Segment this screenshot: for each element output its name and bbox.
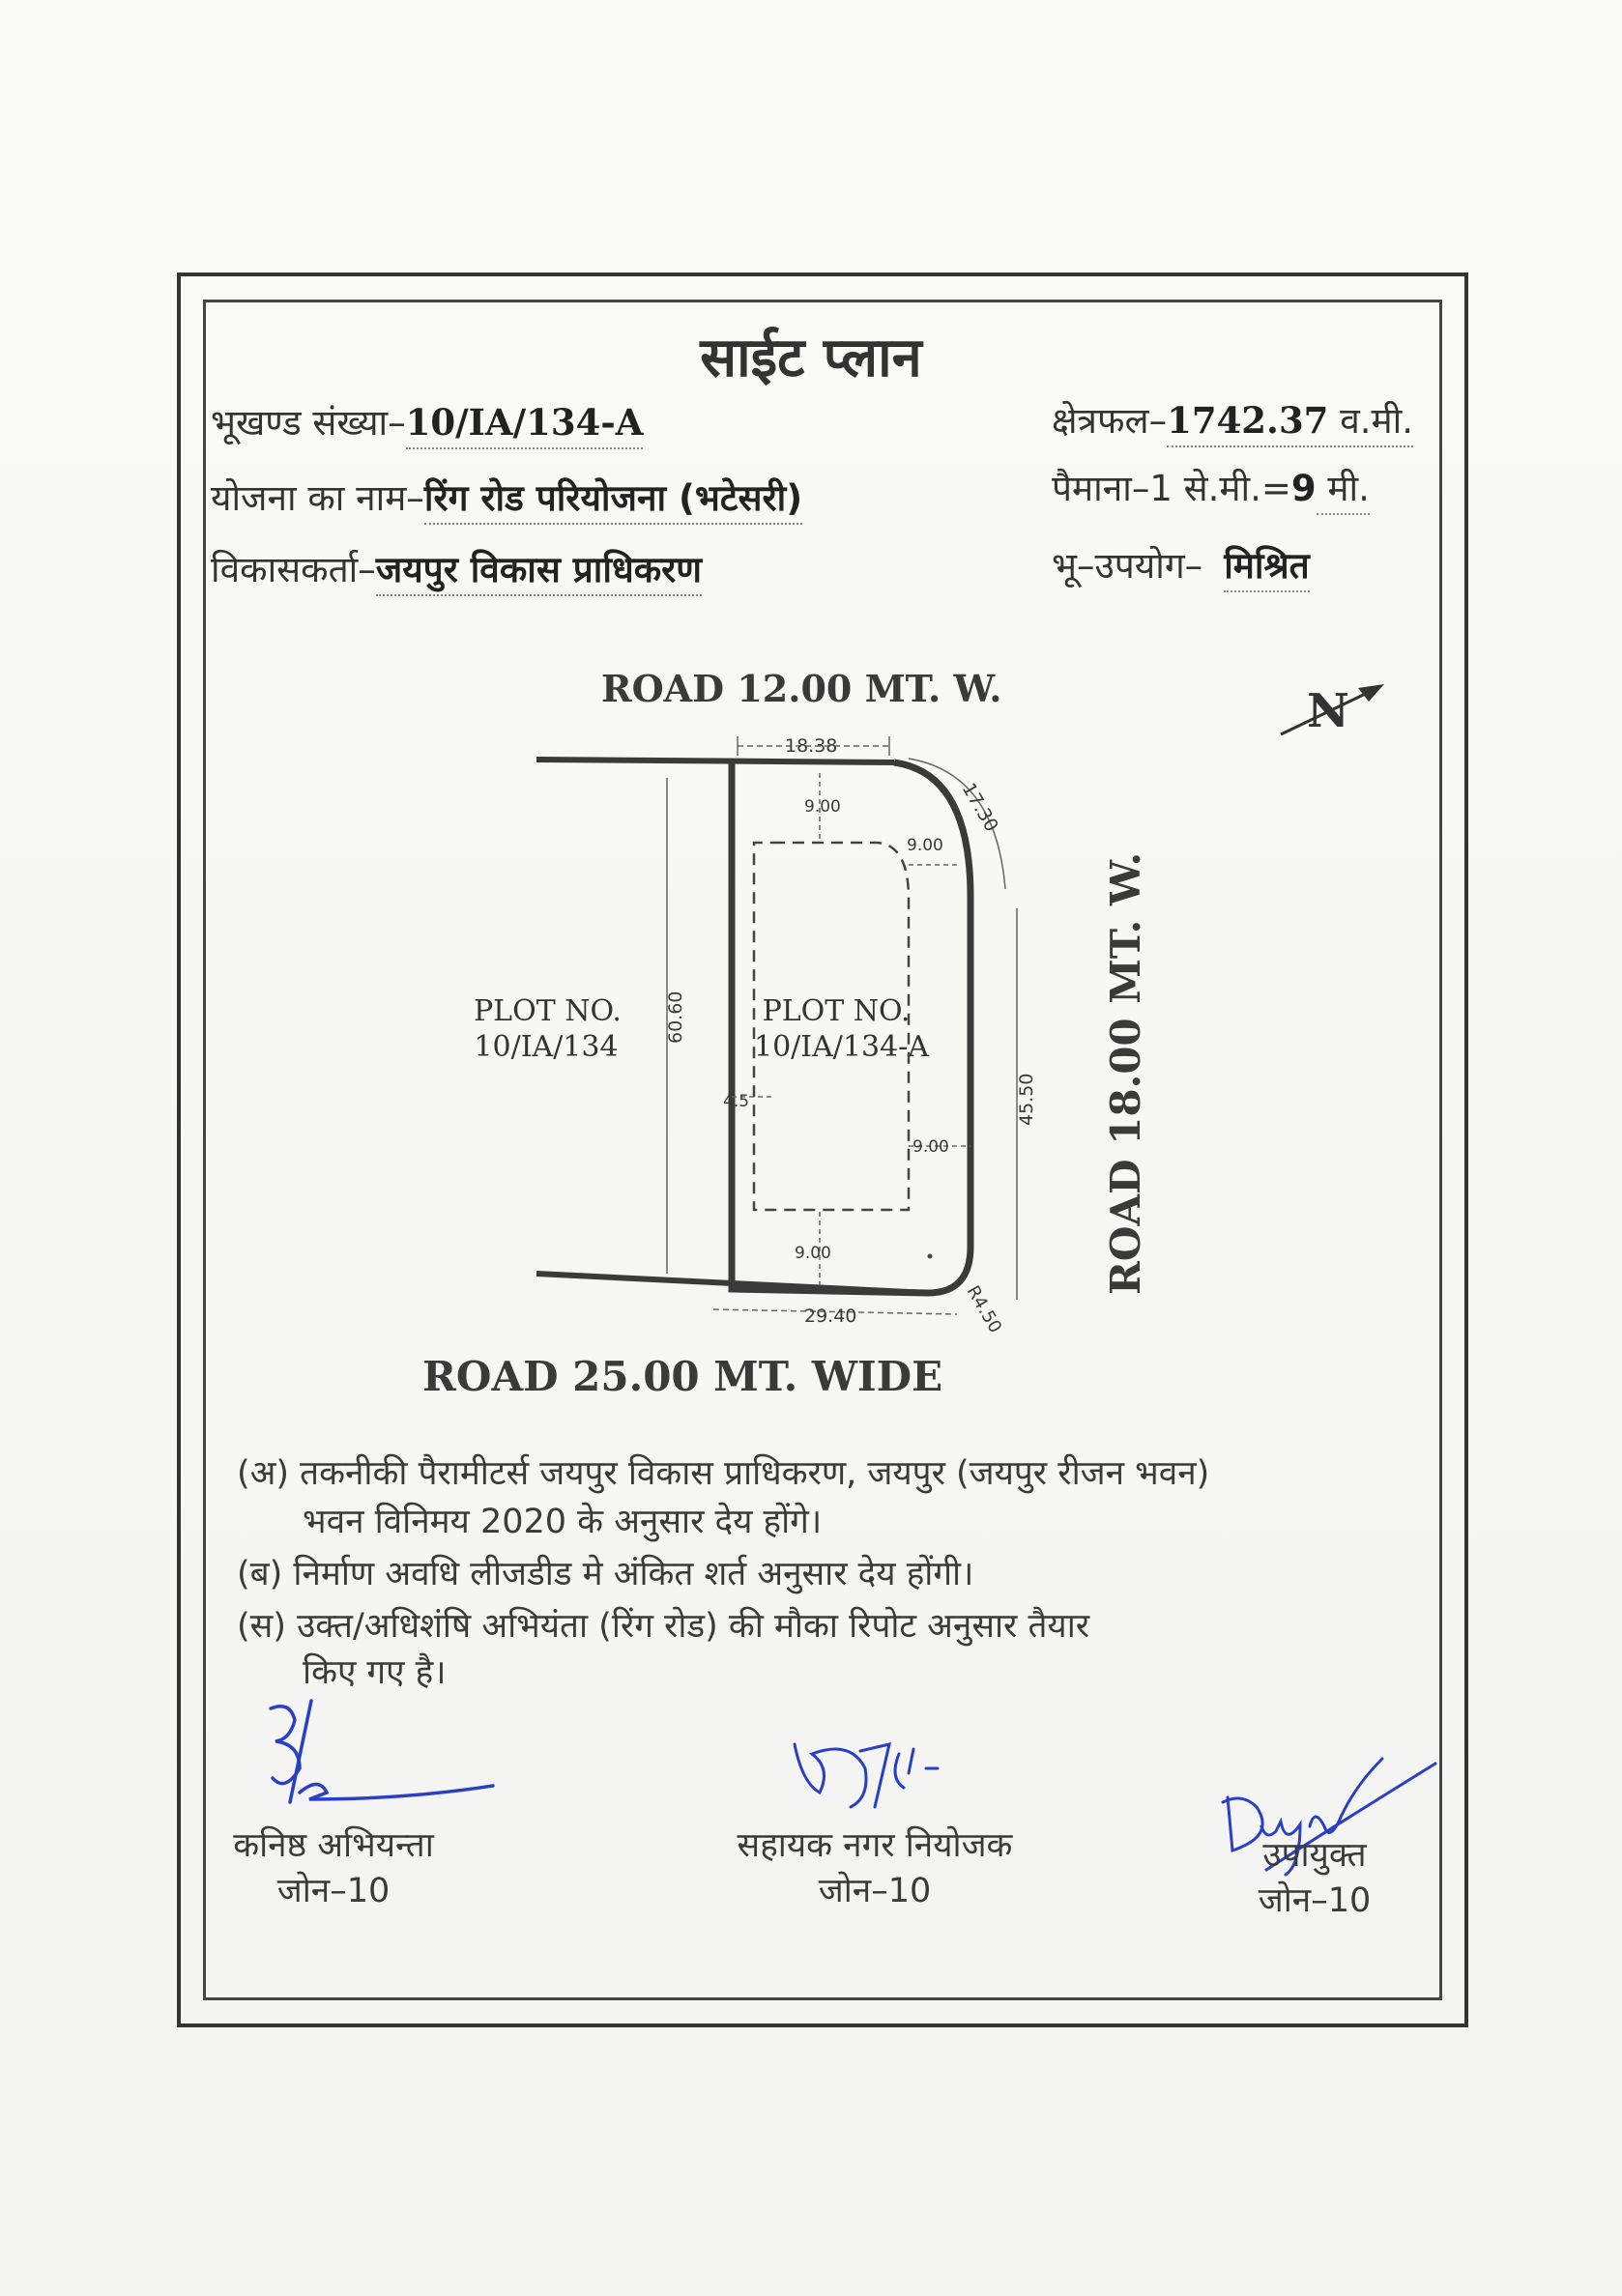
dim-right-text: 45.50: [1016, 1073, 1037, 1126]
area-label: क्षेत्रफल–: [1052, 400, 1168, 442]
note-b-line1: (ब) निर्माण अवधि लीजडीड मे अंकित शर्त अनुसार देय होंगी।: [237, 1555, 974, 1593]
signatory-junior-engineer: [203, 1822, 464, 1912]
signatory-assistant-planner: [691, 1822, 1058, 1912]
scheme-label: योजना का नाम–: [211, 477, 424, 519]
note-a-line1: (अ) तकनीकी पैरामीटर्स जयपुर विकास प्राधिकरण, जयपुर (जयपुर रीजन भवन): [237, 1454, 1210, 1493]
plot-number-label: भूखण्ड संख्या–: [211, 402, 406, 444]
dim-top-text: 18.38: [785, 735, 838, 757]
adjacent-plot-line1: PLOT NO.: [474, 994, 622, 1028]
signatory-title: सहायक नगर नियोजक: [737, 1826, 1013, 1865]
area-unit: व.मी.: [1328, 400, 1414, 442]
plan-dot: [928, 1254, 933, 1259]
dim-radius-text: R4.50: [962, 1282, 1006, 1337]
developer-label: विकासकर्ता–: [211, 549, 376, 590]
subject-plot-line1: PLOT NO.: [762, 994, 911, 1028]
setback-bottom-text: 9.00: [795, 1244, 831, 1263]
road-right-label: ROAD 18.00 MT. W.: [1102, 851, 1149, 1295]
note-c-line1: (स) उक्त/अधिशंषि अभियंता (रिंग रोड) की मौका रिपोट अनुसार तैयार: [237, 1607, 1090, 1646]
subject-plot-line2: 10/IA/134-A: [754, 1030, 929, 1064]
setback-outline: [754, 843, 909, 1210]
top-road-edge: [536, 760, 894, 762]
adjacent-plot-line2: 10/IA/134: [474, 1030, 619, 1064]
road-top-label: ROAD 12.00 MT. W.: [601, 667, 1002, 710]
signatory-title: उपायुक्त: [1262, 1836, 1367, 1875]
signature-assistant-planner: [795, 1744, 938, 1807]
landuse-value: मिश्रित: [1224, 545, 1310, 592]
landuse-label: भू–उपयोग–: [1052, 545, 1203, 587]
setback-top-text: 9.00: [804, 797, 841, 817]
scale-value: 9: [1290, 468, 1317, 509]
scale-label: पैमाना–1 से.मी.=: [1052, 468, 1291, 509]
signatory-deputy-commissioner: [1228, 1831, 1402, 1922]
setback-right-text: 9.00: [912, 1137, 949, 1157]
setback-left-text: 4.5: [723, 1092, 750, 1111]
page-title: साईट प्लान: [700, 327, 922, 389]
signature-junior-engineer: [271, 1701, 493, 1802]
setback-corner-text: 9.00: [907, 836, 943, 855]
scale-unit: मी.: [1317, 468, 1370, 515]
road-bottom-label: ROAD 25.00 MT. WIDE: [422, 1353, 943, 1400]
north-arrow-icon: [1281, 684, 1384, 738]
scheme-name: रिंग रोड परियोजना (भटेसरी): [424, 477, 802, 525]
developer-name: जयपुर विकास प्राधिकरण: [376, 549, 702, 596]
signatory-zone: जोन–10: [1258, 1881, 1372, 1920]
signatory-zone: जोन–10: [276, 1872, 391, 1910]
signatory-title: कनिष्ठ अभियन्ता: [233, 1826, 434, 1865]
plot-number-value: 10/IA/134-A: [406, 401, 644, 449]
note-a-line2: भवन विनिमय 2020 के अनुसार देय होंगे।: [303, 1503, 823, 1541]
north-label: N: [1307, 684, 1349, 738]
dim-left-text: 60.60: [665, 990, 686, 1044]
dim-bottom-text: 29.40: [804, 1306, 857, 1327]
area-value: 1742.37: [1167, 399, 1329, 442]
signatory-zone: जोन–10: [818, 1872, 932, 1910]
dim-corner-text: 17.30: [957, 779, 1002, 836]
note-c-line2: किए गए है।: [303, 1653, 447, 1692]
